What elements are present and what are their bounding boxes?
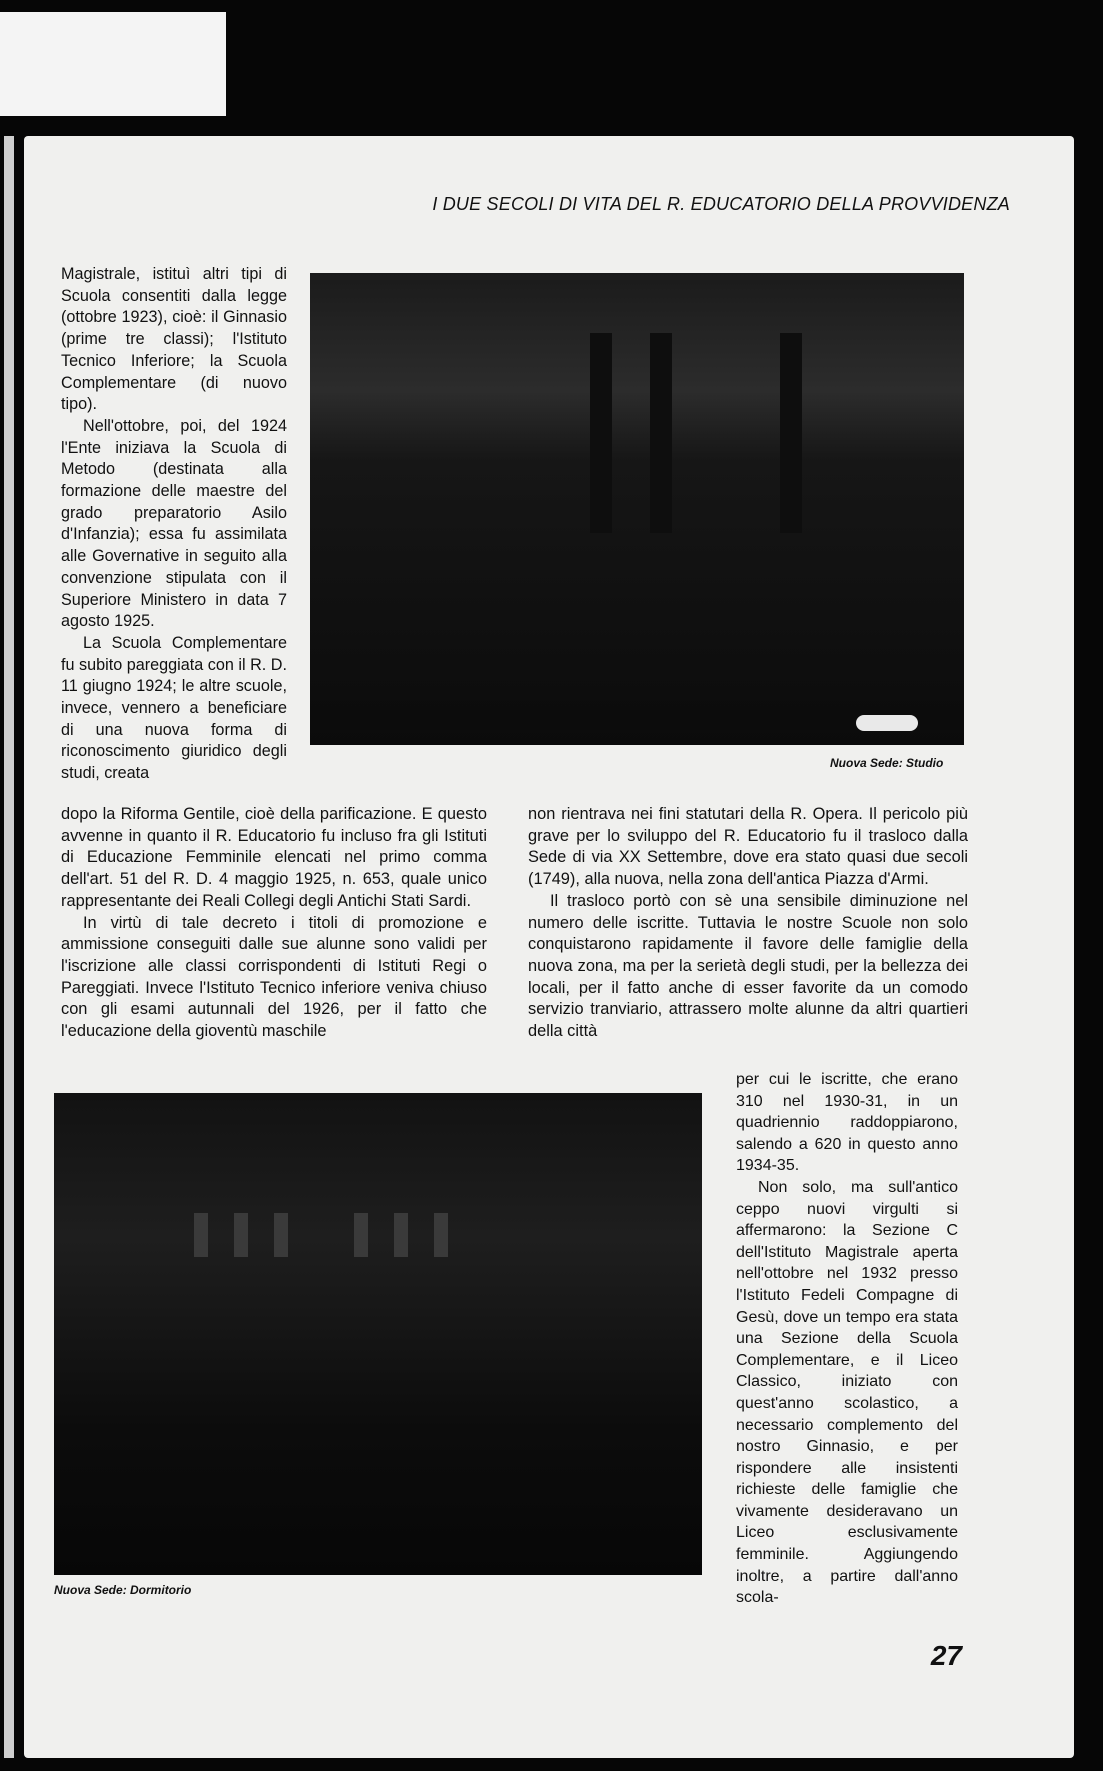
left-column-bottom	[61, 804, 487, 1043]
photo-detail	[590, 333, 612, 533]
photo-dormitory	[54, 1093, 702, 1575]
page-number: 27	[930, 1640, 962, 1671]
running-header: I DUE SECOLI DI VITA DEL R. EDUCATORIO DELLA PROVVIDENZA	[432, 194, 1010, 214]
caption-top-photo: Nuova Sede: Studio	[830, 756, 944, 770]
scanner-tab	[0, 12, 226, 116]
photo-detail	[354, 1213, 368, 1257]
photo-detail	[650, 333, 672, 533]
photo-detail	[274, 1213, 288, 1257]
photo-detail	[434, 1213, 448, 1257]
left-column-top	[61, 264, 287, 785]
paragraph: non rientrava nei fini statutari della R. Opera. Il pericolo più grave per lo sviluppo del R. Educatorio fu il trasloco dalla Sede di via XX Settembre, dove era stato quasi due secoli (1749), alla nuova, nella zona dell'antica Piazza d'Armi.	[528, 805, 968, 889]
right-column-top	[528, 804, 968, 1043]
photo-detail	[234, 1213, 248, 1257]
paragraph: Nell'ottobre, poi, del 1924 l'Ente iniziava la Scuola di Metodo (destinata alla formazione delle maestre del grado preparatorio Asilo d'Infanzia); essa fu assimilata alle Governative in seguito alla convenzione stipulata con il Superiore Ministero in data 7 agosto 1925.	[61, 416, 287, 631]
page-edge	[4, 136, 14, 1758]
paragraph: per cui le iscritte, che erano 310 nel 1930-31, in un quadriennio raddoppiarono, salendo a 620 in questo anno 1934-35.	[736, 1071, 958, 1175]
paragraph: dopo la Riforma Gentile, cioè della parificazione. E questo avvenne in quanto il R. Educatorio fu incluso fra gli Istituti di Educazione Femminile elencati nel primo comma dell'art. 51 del R. D. 4 maggio 1925, n. 653, quale unico rappresentante dei Reali Collegi degli Antichi Stati Sardi.	[61, 805, 487, 910]
photo-detail	[394, 1213, 408, 1257]
right-column-bottom	[736, 1069, 958, 1609]
paragraph: In virtù di tale decreto i titoli di promozione e ammissione conseguiti dalle sue alunne sono validi per l'iscrizione alle classi corrispondenti di Istituti Regi o Pareggiati. Invece l'Istituto Tecnico inferiore veniva chiuso con gli esami autunnali del 1926, per il fatto che l'educazione della gioventù maschile	[61, 913, 487, 1041]
caption-bottom-photo: Nuova Sede: Dormitorio	[54, 1583, 192, 1597]
paragraph: Non solo, ma sull'antico ceppo nuovi virgulti si affermarono: la Sezione C dell'Istituto Magistrale aperta nell'ottobre nel 1932 presso l'Istituto Fedeli Compagne di Gesù, dove un tempo era stata una Sezione della Scuola Complementare, e il Liceo Classico, iniziato con quest'anno scolastico, a necessario complemento del nostro Ginnasio, e per rispondere alle insistenti richieste delle famiglie che vivamente desideravano un Liceo esclusivamente femminile. Aggiungendo inoltre, a partire dall'anno scola-	[736, 1178, 958, 1607]
photo-detail	[194, 1213, 208, 1257]
photo-detail	[780, 333, 802, 533]
photo-detail	[856, 715, 918, 731]
paragraph: Il trasloco portò con sè una sensibile diminuzione nel numero delle iscritte. Tuttavia le nostre Scuole non solo conquistarono rapidamente il favore delle famiglie della nuova zona, ma per la serietà degli studi, per la bellezza dei locali, per il fatto anche di esser favorite da un comodo servizio tranviario, attrassero molte alunne da altri quartieri della città	[528, 891, 968, 1041]
photo-study-room	[310, 273, 964, 745]
paragraph: Magistrale, istituì altri tipi di Scuola consentiti dalla legge (ottobre 1923), cioè: il Ginnasio (prime tre classi); l'Istituto Tecnico Inferiore; la Scuola Complementare (di nuovo tipo).	[61, 265, 287, 414]
paragraph: La Scuola Complementare fu subito pareggiata con il R. D. 11 giugno 1924; le altre scuole, invece, vennero a beneficiare di una nuova forma di riconoscimento giuridico degli studi, creata	[61, 633, 287, 783]
magazine-page	[24, 136, 1074, 1758]
